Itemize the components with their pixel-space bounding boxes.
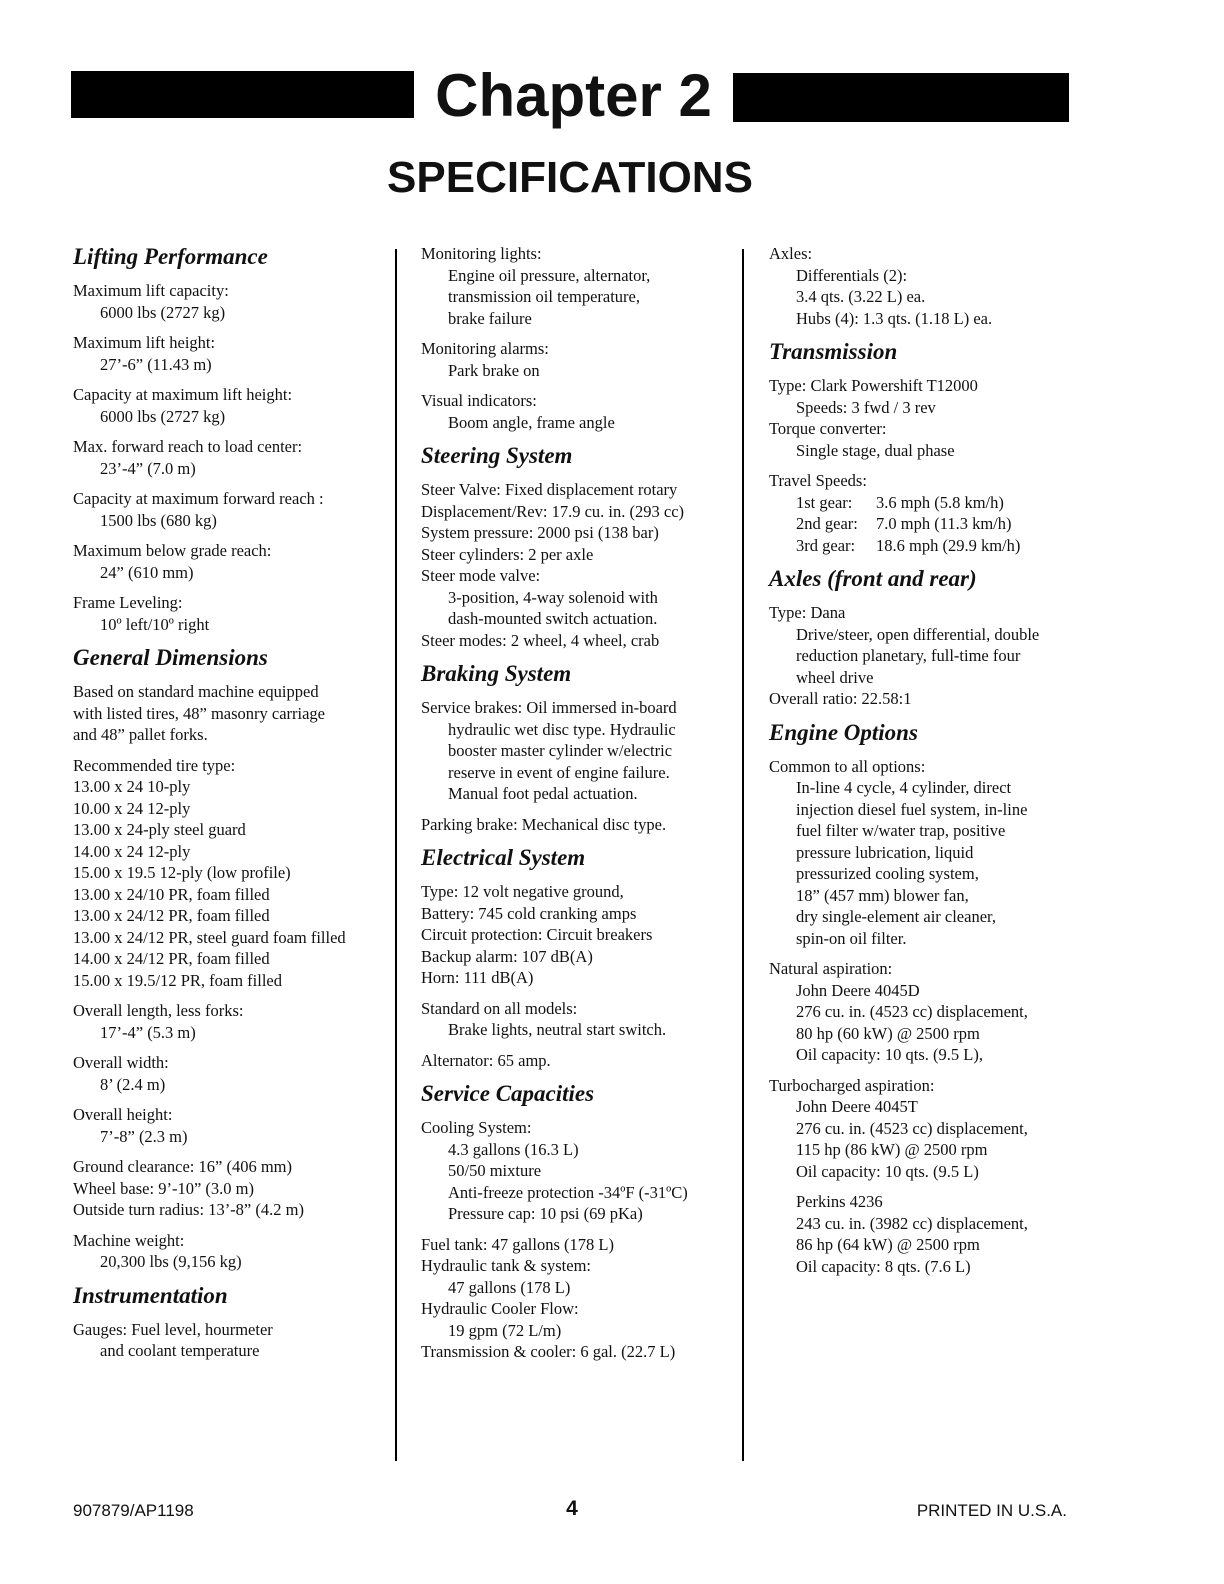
spec-item (421, 338, 736, 381)
spec-paragraph (73, 681, 388, 746)
list-item: 15.00 x 19.5 12-ply (low profile) (73, 863, 291, 882)
spec-item (73, 332, 388, 375)
spec-value: Anti-freeze protection -34ºF (-31ºC) (448, 1182, 688, 1202)
spec-text: Backup alarm: 107 dB(A) (421, 946, 593, 966)
spec-item (769, 602, 1069, 710)
gear-speed: 7.0 mph (11.3 km/h) (876, 514, 1012, 533)
spec-item (73, 592, 388, 635)
spec-item (73, 1000, 388, 1043)
spec-value: Perkins 4236 (796, 1192, 883, 1211)
column-divider (395, 249, 397, 1461)
spec-item (421, 881, 736, 989)
spec-value: 20,300 lbs (9,156 kg) (100, 1252, 242, 1271)
section-title-electrical-system: Electrical System (421, 845, 586, 870)
spec-text: Overall ratio: 22.58:1 (769, 689, 912, 708)
list-item: 13.00 x 24/12 PR, foam filled (73, 906, 270, 925)
spec-label: Recommended tire type: (73, 755, 236, 775)
spec-item (421, 998, 736, 1041)
section-title-steering-system: Steering System (421, 443, 573, 468)
spec-value: injection diesel fuel system, in-line (796, 799, 1028, 819)
spec-value: 6000 lbs (2727 kg) (100, 302, 226, 322)
spec-value: 10º left/10º right (100, 614, 210, 634)
spec-item (769, 1191, 1069, 1277)
spec-text: System pressure: 2000 psi (138 bar) (421, 523, 659, 542)
spec-text: Displacement/Rev: 17.9 cu. in. (293 cc) (421, 501, 685, 521)
section-title-engine-options: Engine Options (769, 719, 918, 745)
travel-speed-row (769, 513, 1069, 535)
spec-value: Hubs (4): 1.3 qts. (1.18 L) ea. (796, 308, 993, 328)
spec-item (769, 1075, 1069, 1183)
spec-value: Differentials (2): (796, 265, 908, 285)
spec-item (421, 1050, 736, 1072)
gear-speed: 18.6 mph (29.9 km/h) (876, 535, 1021, 555)
gear-label: 3rd gear: (796, 535, 856, 555)
spec-value: 3.4 qts. (3.22 L) ea. (796, 287, 926, 306)
spec-label: Turbocharged aspiration: (769, 1075, 935, 1095)
spec-item (73, 1230, 388, 1273)
spec-value: 1500 lbs (680 kg) (100, 510, 217, 530)
spec-item (421, 479, 736, 651)
section-title-general-dimensions: General Dimensions (73, 645, 268, 670)
spec-value: Engine oil pressure, alternator, (448, 265, 651, 285)
spec-label: Max. forward reach to load center: (73, 437, 303, 456)
spec-item (421, 814, 736, 836)
spec-label: Machine weight: (73, 1230, 185, 1250)
spec-text: Wheel base: 9’-10” (3.0 m) (73, 1178, 254, 1198)
spec-value: 115 hp (86 kW) @ 2500 rpm (796, 1140, 988, 1159)
section-title-instrumentation: Instrumentation (73, 1282, 228, 1308)
spec-value: 243 cu. in. (3982 cc) displacement, (796, 1213, 1028, 1233)
spec-text: and 48” pallet forks. (73, 725, 208, 744)
spec-label: Maximum lift capacity: (73, 281, 229, 300)
spec-value: John Deere 4045D (796, 980, 920, 1000)
spec-value: 3-position, 4-way solenoid with (448, 587, 658, 607)
section-title-service-capacities: Service Capacities (421, 1081, 595, 1106)
spec-value: 7’-8” (2.3 m) (100, 1126, 188, 1146)
spec-text: with listed tires, 48” masonry carriage (73, 703, 326, 723)
document-number: 907879/AP1198 (73, 1501, 194, 1520)
spec-label: Standard on all models: (421, 998, 578, 1018)
spec-value: reserve in event of engine failure. (448, 762, 670, 782)
spec-value: 17’-4” (5.3 m) (100, 1022, 196, 1042)
spec-item (73, 1156, 388, 1221)
page-heading: SPECIFICATIONS (387, 153, 753, 202)
list-item: 13.00 x 24/10 PR, foam filled (73, 884, 270, 904)
gear-label: 1st gear: (796, 492, 853, 512)
spec-label: Overall height: (73, 1105, 173, 1124)
spec-item (769, 243, 1069, 329)
spec-value: transmission oil temperature, (448, 287, 640, 306)
spec-value: Single stage, dual phase (796, 440, 955, 460)
spec-value: pressure lubrication, liquid (796, 842, 974, 862)
tire-list (73, 755, 388, 992)
spec-text: Alternator: 65 amp. (421, 1050, 551, 1070)
spec-item (73, 436, 388, 479)
spec-value: 8’ (2.4 m) (100, 1074, 166, 1094)
spec-value: 27’-6” (11.43 m) (100, 354, 212, 374)
spec-value: hydraulic wet disc type. Hydraulic (448, 719, 676, 739)
section-title-braking-system: Braking System (421, 661, 572, 686)
spec-value: 19 gpm (72 L/m) (448, 1320, 562, 1340)
spec-item (769, 470, 1069, 556)
spec-label: Hydraulic tank & system: (421, 1256, 592, 1275)
list-item: 15.00 x 19.5/12 PR, foam filled (73, 970, 282, 990)
spec-text: and coolant temperature (100, 1341, 260, 1360)
spec-text: Based on standard machine equipped (73, 682, 319, 701)
spec-item (421, 697, 736, 805)
spec-item (73, 384, 388, 427)
page-number: 4 (566, 1497, 578, 1520)
spec-label: Torque converter: (769, 419, 887, 438)
column-2 (421, 243, 736, 1372)
spec-text: Steer Valve: Fixed displacement rotary (421, 480, 678, 499)
spec-value: fuel filter w/water trap, positive (796, 821, 1006, 840)
spec-text: Ground clearance: 16” (406 mm) (73, 1157, 292, 1176)
spec-value: Park brake on (448, 360, 540, 380)
section-title-lifting-performance: Lifting Performance (73, 244, 268, 269)
spec-item (73, 540, 388, 583)
spec-text: Type: Clark Powershift T12000 (769, 376, 978, 395)
spec-label: Capacity at maximum lift height: (73, 385, 293, 404)
printed-notice: PRINTED IN U.S.A. (916, 1501, 1067, 1520)
spec-value: Oil capacity: 10 qts. (9.5 L) (796, 1161, 979, 1181)
spec-label: Frame Leveling: (73, 593, 183, 612)
spec-label: Monitoring lights: (421, 244, 542, 263)
spec-value: Brake lights, neutral start switch. (448, 1020, 667, 1039)
spec-value: wheel drive (796, 667, 874, 687)
spec-value: 80 hp (60 kW) @ 2500 rpm (796, 1023, 980, 1043)
spec-text: Battery: 745 cold cranking amps (421, 903, 637, 923)
spec-text: Outside turn radius: 13’-8” (4.2 m) (73, 1200, 304, 1219)
spec-label: Natural aspiration: (769, 959, 893, 978)
spec-text: Type: 12 volt negative ground, (421, 882, 624, 901)
spec-label: Overall width: (73, 1053, 169, 1072)
spec-text: Transmission & cooler: 6 gal. (22.7 L) (421, 1342, 676, 1361)
spec-value: In-line 4 cycle, 4 cylinder, direct (796, 778, 1012, 797)
spec-value: 6000 lbs (2727 kg) (100, 406, 226, 426)
spec-item (421, 1234, 736, 1363)
spec-item (73, 488, 388, 531)
list-item: 13.00 x 24/12 PR, steel guard foam filled (73, 927, 346, 947)
spec-item (769, 375, 1069, 461)
spec-item (421, 390, 736, 433)
spec-label: Maximum below grade reach: (73, 541, 272, 560)
column-1 (73, 243, 388, 1371)
list-item: 13.00 x 24-ply steel guard (73, 820, 246, 839)
chapter-bar-left (71, 71, 414, 118)
spec-value: dash-mounted switch actuation. (448, 609, 658, 628)
spec-item (73, 1052, 388, 1095)
spec-text: Steer cylinders: 2 per axle (421, 544, 594, 564)
spec-value: Manual foot pedal actuation. (448, 784, 638, 803)
spec-value: 4.3 gallons (16.3 L) (448, 1139, 579, 1159)
spec-label: Maximum lift height: (73, 333, 216, 352)
spec-item (769, 958, 1069, 1066)
spec-label: Monitoring alarms: (421, 339, 549, 358)
spec-label: Visual indicators: (421, 391, 537, 410)
spec-text: Fuel tank: 47 gallons (178 L) (421, 1234, 614, 1254)
spec-value: John Deere 4045T (796, 1097, 918, 1116)
gear-label: 2nd gear: (796, 514, 858, 533)
spec-value: Speeds: 3 fwd / 3 rev (796, 397, 936, 417)
travel-speed-row (769, 492, 1069, 514)
spec-text: Service brakes: Oil immersed in-board (421, 698, 677, 717)
section-title-axles: Axles (front and rear) (769, 566, 977, 591)
spec-value: booster master cylinder w/electric (448, 741, 673, 760)
travel-speed-row (769, 535, 1069, 557)
spec-item (421, 1117, 736, 1225)
spec-value: Pressure cap: 10 psi (69 pKa) (448, 1204, 643, 1223)
spec-value: 24” (610 mm) (100, 562, 194, 582)
spec-label: Axles: (769, 244, 813, 263)
list-item: 14.00 x 24 12-ply (73, 841, 191, 861)
spec-value: 18” (457 mm) blower fan, (796, 885, 969, 905)
spec-value: brake failure (448, 308, 532, 328)
spec-label: Cooling System: (421, 1118, 532, 1137)
spec-value: Boom angle, frame angle (448, 412, 615, 432)
spec-item (73, 280, 388, 323)
spec-value: reduction planetary, full-time four (796, 646, 1021, 665)
spec-text: Horn: 111 dB(A) (421, 968, 534, 987)
spec-value: spin-on oil filter. (796, 928, 907, 948)
spec-text: Type: Dana (769, 603, 846, 622)
list-item: 14.00 x 24/12 PR, foam filled (73, 949, 270, 968)
gear-speed: 3.6 mph (5.8 km/h) (876, 492, 1004, 512)
spec-value: 47 gallons (178 L) (448, 1277, 571, 1297)
column-divider (742, 249, 744, 1461)
spec-value: 50/50 mixture (448, 1161, 542, 1180)
list-item: 13.00 x 24 10-ply (73, 777, 191, 796)
spec-text: Steer mode valve: (421, 566, 541, 585)
spec-label: Capacity at maximum forward reach : (73, 489, 324, 508)
chapter-title: Chapter 2 (435, 62, 712, 129)
list-item: 10.00 x 24 12-ply (73, 798, 191, 818)
spec-text: Circuit protection: Circuit breakers (421, 925, 653, 944)
spec-label: Hydraulic Cooler Flow: (421, 1299, 579, 1318)
spec-item (73, 1319, 388, 1362)
spec-text: Parking brake: Mechanical disc type. (421, 814, 667, 834)
spec-value: Drive/steer, open differential, double (796, 624, 1040, 644)
chapter-bar-right (733, 73, 1069, 122)
spec-text: Steer modes: 2 wheel, 4 wheel, crab (421, 630, 660, 650)
section-title-transmission: Transmission (769, 339, 898, 364)
spec-value: 23’-4” (7.0 m) (100, 458, 196, 478)
spec-value: Oil capacity: 10 qts. (9.5 L), (796, 1045, 983, 1064)
spec-value: 276 cu. in. (4523 cc) displacement, (796, 1002, 1028, 1021)
spec-label: Travel Speeds: (769, 471, 867, 490)
spec-value: 276 cu. in. (4523 cc) displacement, (796, 1118, 1028, 1138)
spec-value: Oil capacity: 8 qts. (7.6 L) (796, 1256, 971, 1276)
spec-label: Common to all options: (769, 756, 926, 776)
spec-value: 86 hp (64 kW) @ 2500 rpm (796, 1235, 980, 1254)
spec-item (73, 1104, 388, 1147)
spec-item (421, 243, 736, 329)
spec-item (769, 756, 1069, 950)
spec-value: pressurized cooling system, (796, 864, 979, 883)
spec-text: Gauges: Fuel level, hourmeter (73, 1319, 273, 1339)
spec-label: Overall length, less forks: (73, 1001, 244, 1020)
spec-value: dry single-element air cleaner, (796, 907, 996, 926)
column-3 (769, 243, 1069, 1286)
